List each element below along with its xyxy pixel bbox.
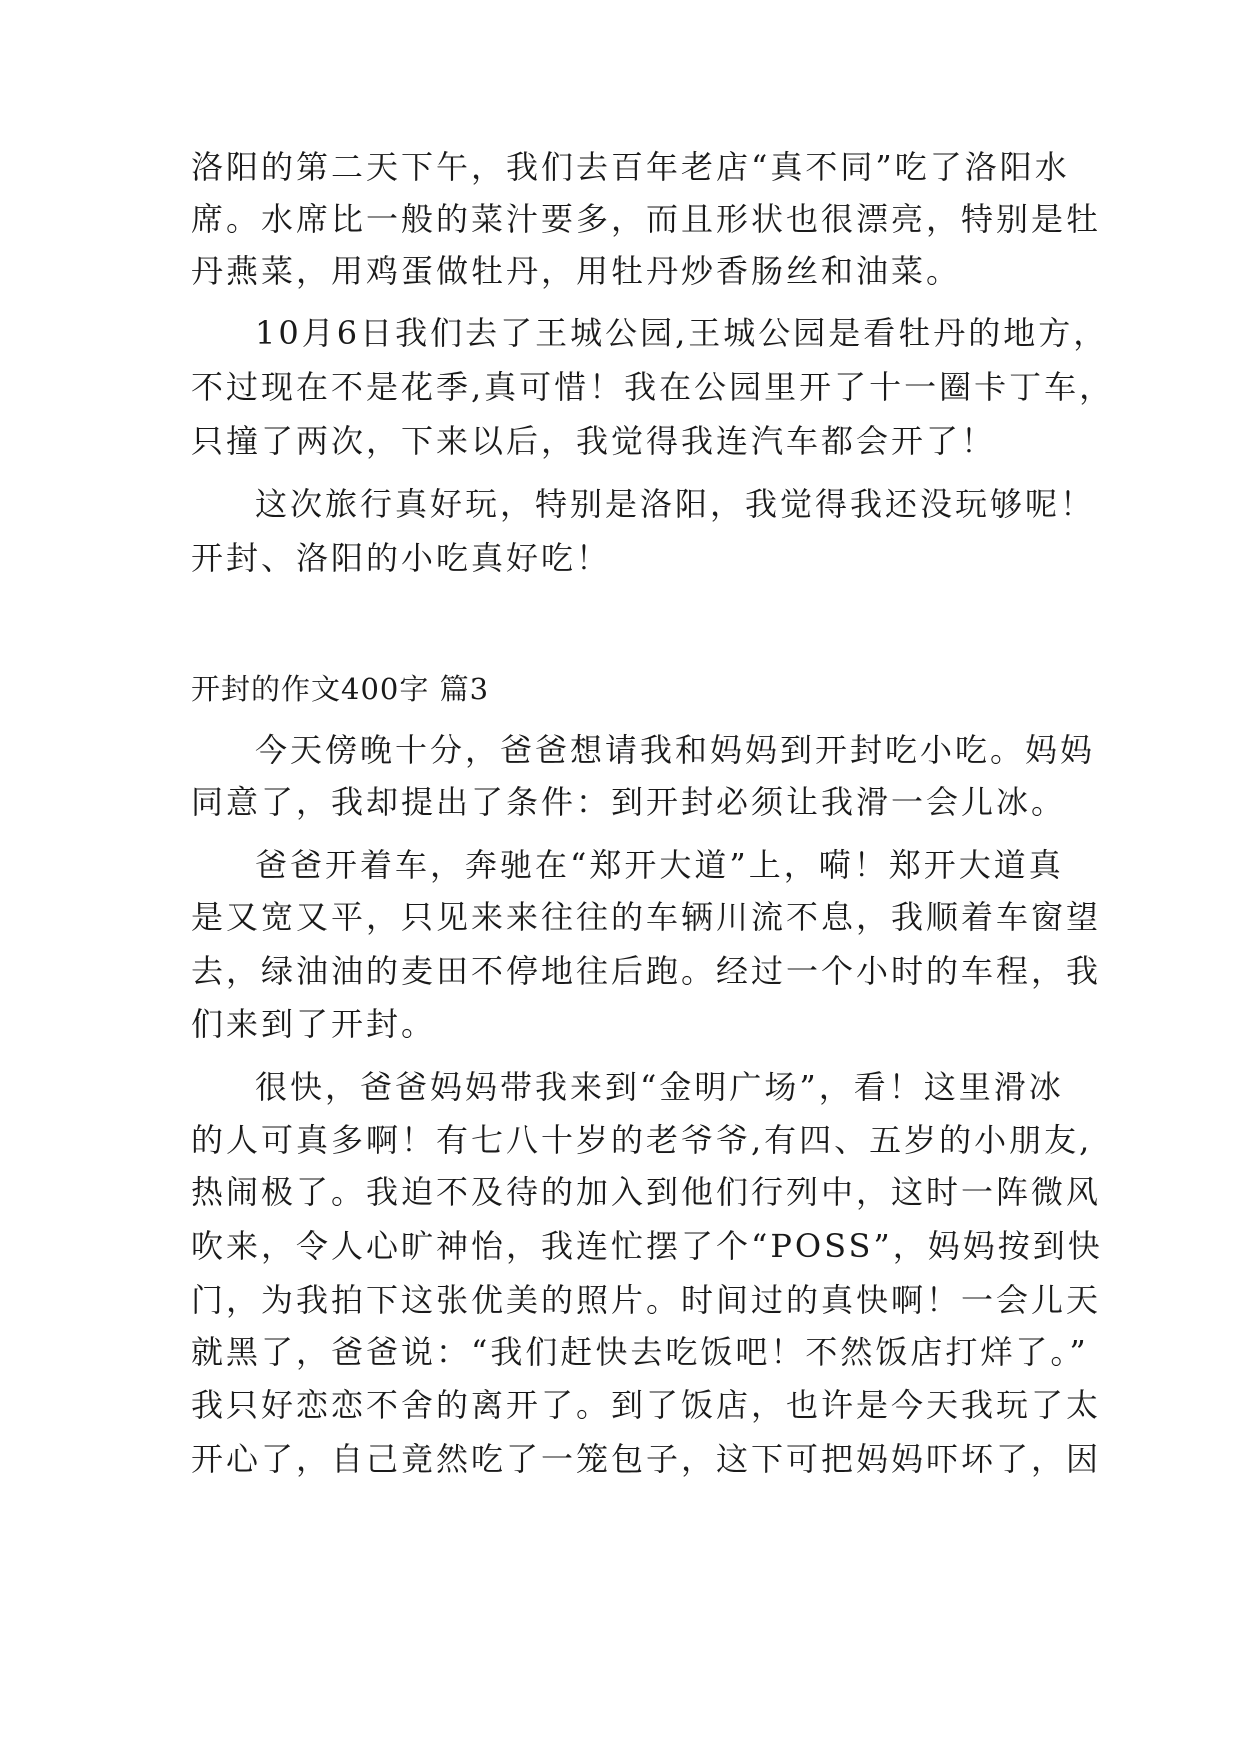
text-line: 吹来，令人心旷神怡，我连忙摆了个“POSS”，妈妈按到快 xyxy=(191,1227,1103,1265)
text-line: 开封、洛阳的小吃真好吃！ xyxy=(191,539,612,577)
text-line: 就黑了，爸爸说：“我们赶快去吃饭吧！不然饭店打烊了。” xyxy=(191,1333,1089,1371)
text-line: 是又宽又平，只见来来往往的车辆川流不息，我顺着车窗望 xyxy=(191,898,1102,936)
text-line: 爸爸开着车，奔驰在“郑开大道”上，嗬！郑开大道真 xyxy=(255,846,1064,884)
text-line: 同意了，我却提出了条件：到开封必须让我滑一会儿冰。 xyxy=(191,783,1067,821)
text-line: 去，绿油油的麦田不停地往后跑。经过一个小时的车程，我 xyxy=(191,952,1102,990)
text-line: 热闹极了。我迫不及待的加入到他们行列中，这时一阵微风 xyxy=(191,1173,1102,1211)
text-line: 10月6日我们去了王城公园,王城公园是看牡丹的地方， xyxy=(255,314,1109,352)
text-line: 这次旅行真好玩，特别是洛阳，我觉得我还没玩够呢！ xyxy=(255,485,1096,523)
text-line: 席。水席比一般的菜汁要多，而且形状也很漂亮，特别是牡 xyxy=(191,200,1102,238)
section-heading: 开封的作文400字 篇3 xyxy=(191,672,490,706)
text-line: 们来到了开封。 xyxy=(191,1005,437,1043)
text-line: 开心了，自己竟然吃了一笼包子，这下可把妈妈吓坏了，因 xyxy=(191,1440,1102,1478)
text-line: 洛阳的第二天下午，我们去百年老店“真不同”吃了洛阳水 xyxy=(191,148,1070,186)
text-line: 丹燕菜，用鸡蛋做牡丹，用牡丹炒香肠丝和油菜。 xyxy=(191,252,962,290)
text-line: 很快，爸爸妈妈带我来到“金明广场”，看！这里滑冰 xyxy=(255,1068,1064,1106)
text-line: 我只好恋恋不舍的离开了。到了饭店，也许是今天我玩了太 xyxy=(191,1386,1102,1424)
text-line: 门，为我拍下这张优美的照片。时间过的真快啊！一会儿天 xyxy=(191,1281,1102,1319)
text-line: 只撞了两次，下来以后，我觉得我连汽车都会开了！ xyxy=(191,422,997,460)
text-line: 不过现在不是花季,真可惜！我在公园里开了十一圈卡丁车， xyxy=(191,368,1115,406)
text-line: 的人可真多啊！有七八十岁的老爷爷,有四、五岁的小朋友, xyxy=(191,1121,1093,1159)
text-line: 今天傍晚十分，爸爸想请我和妈妈到开封吃小吃。妈妈 xyxy=(255,731,1096,769)
